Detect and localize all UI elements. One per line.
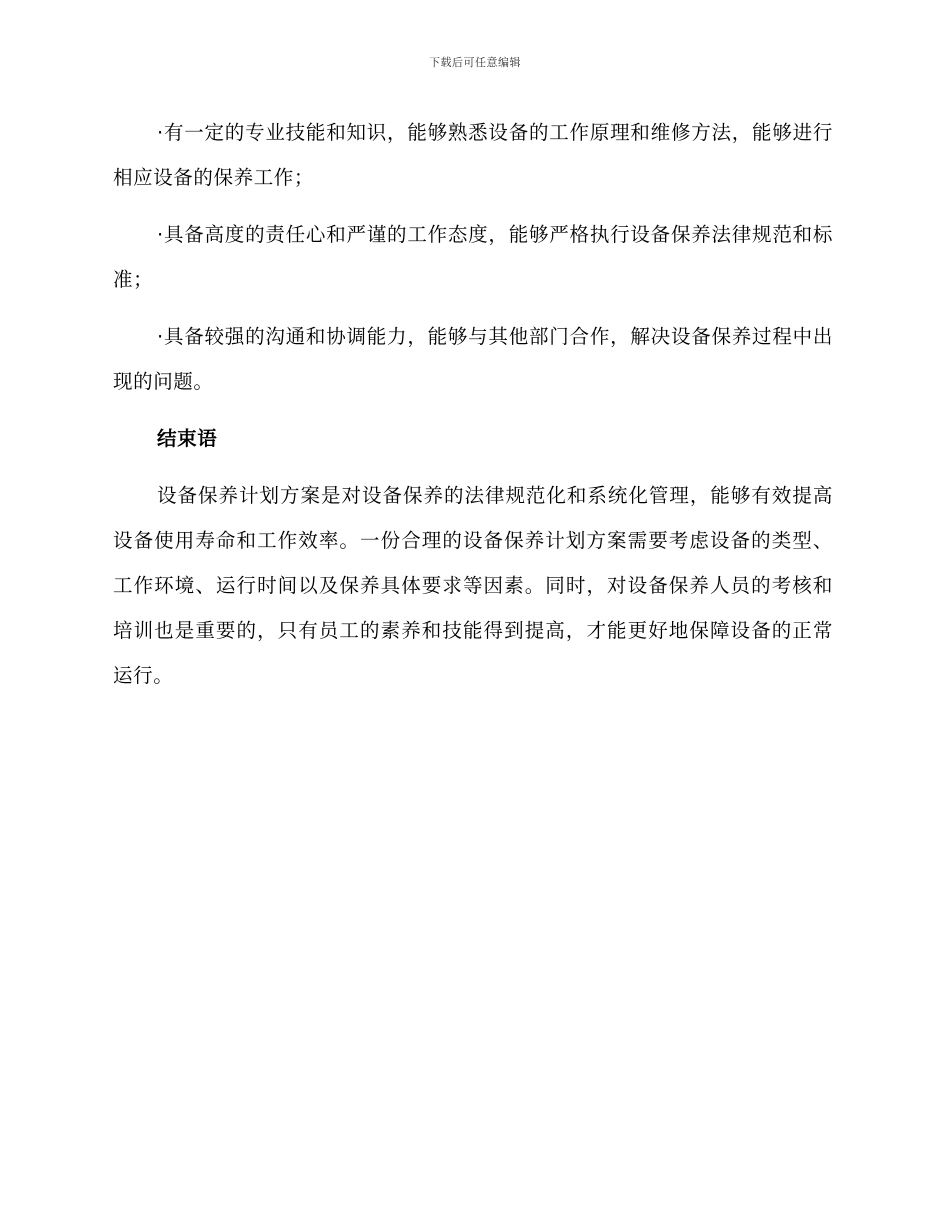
conclusion-paragraph: 设备保养计划方案是对设备保养的法律规范化和系统化管理，能够有效提高设备使用寿命和工作效率。一份合理的设备保养计划方案需要考虑设备的类型、工作环境、运行时间以及保养具体要求等因素。同时，对设备保养人员的考核和培训也是重要的，只有员工的素养和技能得到提高，才能更好地保障设备的正常运行。 bbox=[113, 484, 833, 687]
page-header: 下载后可任意编辑 bbox=[429, 56, 521, 69]
conclusion-heading: 结束语 bbox=[157, 427, 218, 450]
requirement-item-2: ·具备高度的责任心和严谨的工作态度，能够严格执行设备保养法律规范和标准； bbox=[113, 223, 833, 291]
requirement-item-1: ·有一定的专业技能和知识，能够熟悉设备的工作原理和维修方法，能够进行相应设备的保养工作； bbox=[113, 121, 833, 189]
requirement-item-3: ·具备较强的沟通和协调能力，能够与其他部门合作，解决设备保养过程中出现的问题。 bbox=[113, 325, 833, 393]
document-body bbox=[113, 110, 833, 698]
